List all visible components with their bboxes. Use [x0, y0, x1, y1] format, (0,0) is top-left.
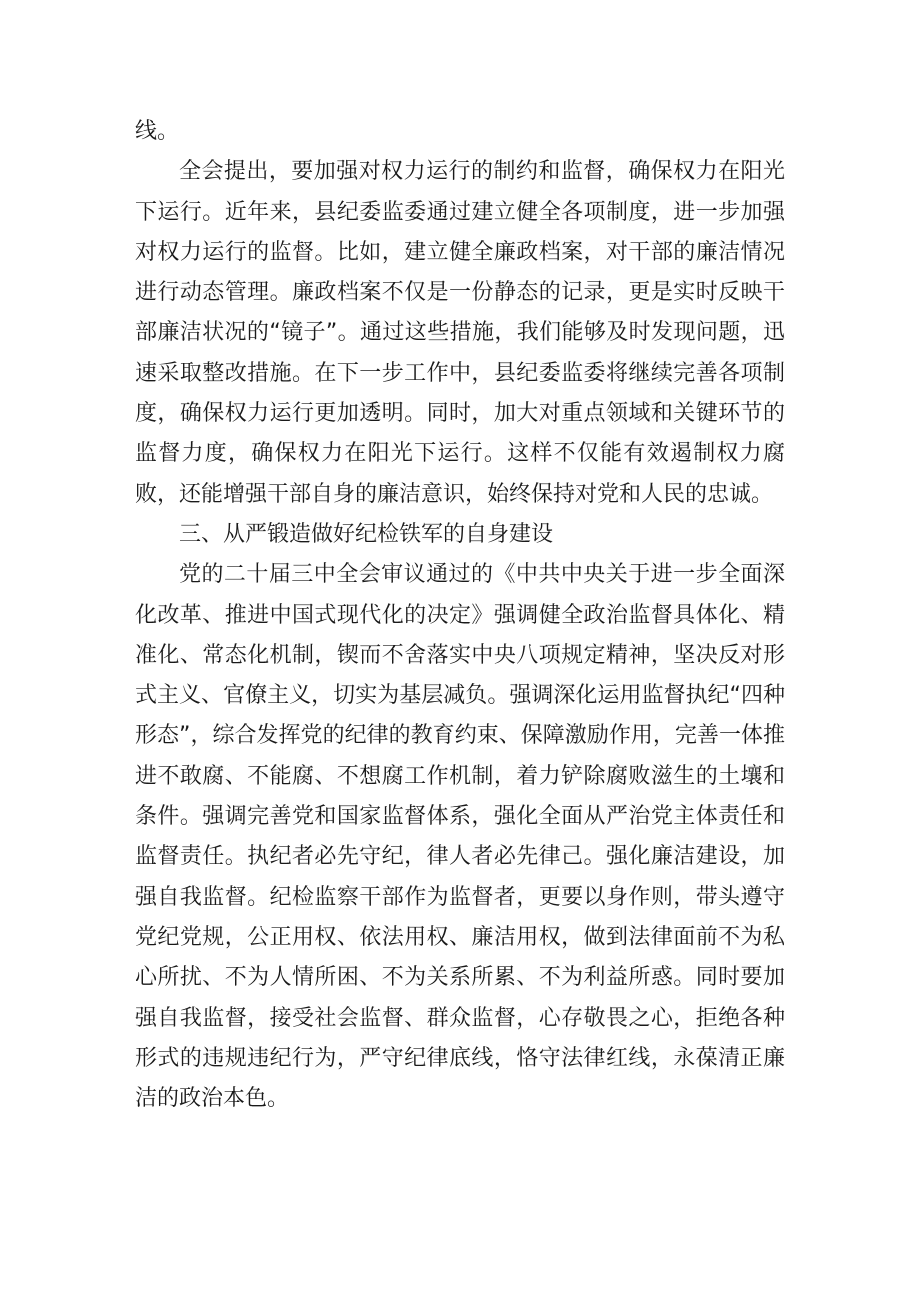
document-body	[135, 112, 785, 1119]
section-heading: 三、从严锻造做好纪检铁军的自身建设	[179, 521, 554, 547]
body-paragraph-oversight: 全会提出，要加强对权力运行的制约和监督，确保权力在阳光下运行。近年来，县纪委监委通过建立健全各项制度，进一步加强对权力运行的监督。比如，建立健全廉政档案，对干部的廉洁情况进行动态管理。廉政档案不仅是一份静态的记录，更是实时反映干部廉洁状况的“镜子”。通过这些措施，我们能够及时发现问题，迅速采取整改措施。在下一步工作中，县纪委监委将继续完善各项制度，确保权力运行更加透明。同时，加大对重点领域和关键环节的监督力度，确保权力在阳光下运行。这样不仅能有效遏制权力腐败，还能增强干部自身的廉洁意识，始终保持对党和人民的忠诚。	[135, 159, 785, 507]
continuation-paragraph: 线。	[135, 119, 180, 144]
body-paragraph-self-building: 党的二十届三中全会审议通过的《中共中央关于进一步全面深化改革、推进中国式现代化的决定》强调健全政治监督具体化、精准化、常态化机制，锲而不舍落实中央八项规定精神，坚决反对形式主义、官僚主义，切实为基层减负。强调深化运用监督执纪“四种形态”，综合发挥党的纪律的教育约束、保障激励作用，完善一体推进不敢腐、不能腐、不想腐工作机制，着力铲除腐败滋生的土壤和条件。强调完善党和国家监督体系，强化全面从严治党主体责任和监督责任。执纪者必先守纪，律人者必先律己。强化廉洁建设，加强自我监督。纪检监察干部作为监督者，更要以身作则，带头遵守党纪党规，公正用权、依法用权、廉洁用权，做到法律面前不为私心所扰、不为人情所困、不为关系所累、不为利益所惑。同时要加强自我监督，接受社会监督、群众监督，心存敬畏之心，拒绝各种形式的违规违纪行为，严守纪律底线，恪守法律红线，永葆清正廉洁的政治本色。	[135, 562, 785, 1112]
